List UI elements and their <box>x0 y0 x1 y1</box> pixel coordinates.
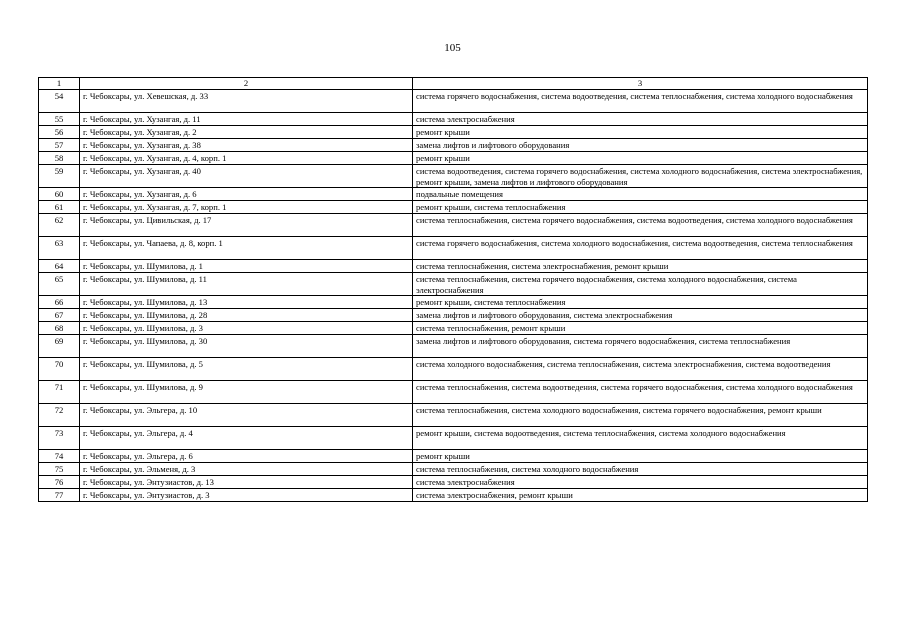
row-number-cell: 74 <box>39 450 80 463</box>
address-cell: г. Чебоксары, ул. Хузангая, д. 40 <box>80 165 413 188</box>
address-cell: г. Чебоксары, ул. Хузангая, д. 4, корп. 1 <box>80 152 413 165</box>
works-cell: система холодного водоснабжения, система теплоснабжения, система электроснабжения, система водоотведения <box>413 358 868 381</box>
address-cell: г. Чебоксары, ул. Хевешская, д. 33 <box>80 90 413 113</box>
address-cell: г. Чебоксары, ул. Эльгера, д. 10 <box>80 404 413 427</box>
row-number-cell: 61 <box>39 201 80 214</box>
works-cell: ремонт крыши, система водоотведения, система теплоснабжения, система холодного водоснабжения <box>413 427 868 450</box>
works-cell: система теплоснабжения, система электроснабжения, ремонт крыши <box>413 260 868 273</box>
row-number-cell: 70 <box>39 358 80 381</box>
works-cell: ремонт крыши <box>413 126 868 139</box>
works-cell: система водоотведения, система горячего водоснабжения, система холодного водоснабжения, система электроснабжения, ремонт крыши, замена лифтов и лифтового оборудования <box>413 165 868 188</box>
row-number-cell: 63 <box>39 237 80 260</box>
row-number-cell: 57 <box>39 139 80 152</box>
table-row <box>39 201 868 214</box>
address-cell: г. Чебоксары, ул. Шумилова, д. 13 <box>80 296 413 309</box>
address-cell: г. Чебоксары, ул. Шумилова, д. 9 <box>80 381 413 404</box>
address-cell: г. Чебоксары, ул. Эльгера, д. 6 <box>80 450 413 463</box>
address-cell: г. Чебоксары, ул. Шумилова, д. 1 <box>80 260 413 273</box>
row-number-cell: 65 <box>39 273 80 296</box>
table-row <box>39 126 868 139</box>
works-cell: система теплоснабжения, система холодного водоснабжения, система горячего водоснабжения, ремонт крыши <box>413 404 868 427</box>
table-row <box>39 463 868 476</box>
table-row <box>39 139 868 152</box>
address-cell: г. Чебоксары, ул. Хузангая, д. 6 <box>80 188 413 201</box>
works-cell: система электроснабжения, ремонт крыши <box>413 489 868 502</box>
works-cell: ремонт крыши <box>413 450 868 463</box>
table-row <box>39 188 868 201</box>
table-row <box>39 113 868 126</box>
address-cell: г. Чебоксары, ул. Шумилова, д. 11 <box>80 273 413 296</box>
address-cell: г. Чебоксары, ул. Хузангая, д. 11 <box>80 113 413 126</box>
row-number-cell: 62 <box>39 214 80 237</box>
table-row <box>39 404 868 427</box>
table-row <box>39 358 868 381</box>
column-number-1: 1 <box>39 78 80 90</box>
address-cell: г. Чебоксары, ул. Энтузиастов, д. 3 <box>80 489 413 502</box>
address-cell: г. Чебоксары, ул. Хузангая, д. 38 <box>80 139 413 152</box>
works-cell: система электроснабжения <box>413 476 868 489</box>
row-number-cell: 73 <box>39 427 80 450</box>
table-row <box>39 450 868 463</box>
row-number-cell: 54 <box>39 90 80 113</box>
works-cell: ремонт крыши, система теплоснабжения <box>413 296 868 309</box>
row-number-cell: 72 <box>39 404 80 427</box>
address-cell: г. Чебоксары, ул. Шумилова, д. 28 <box>80 309 413 322</box>
address-cell: г. Чебоксары, ул. Хузангая, д. 7, корп. 1 <box>80 201 413 214</box>
works-cell: система теплоснабжения, система горячего водоснабжения, система холодного водоснабжения, система электроснабжения <box>413 273 868 296</box>
works-cell: система теплоснабжения, ремонт крыши <box>413 322 868 335</box>
works-cell: система теплоснабжения, система холодного водоснабжения <box>413 463 868 476</box>
table-row <box>39 273 868 296</box>
address-cell: г. Чебоксары, ул. Хузангая, д. 2 <box>80 126 413 139</box>
table-row <box>39 309 868 322</box>
column-number-3: 3 <box>413 78 868 90</box>
address-cell: г. Чебоксары, ул. Эльгера, д. 4 <box>80 427 413 450</box>
table-row <box>39 335 868 358</box>
works-cell: система горячего водоснабжения, система холодного водоснабжения, система водоотведения, система теплоснабжения <box>413 237 868 260</box>
column-number-2: 2 <box>80 78 413 90</box>
works-cell: замена лифтов и лифтового оборудования, система горячего водоснабжения, система теплоснабжения <box>413 335 868 358</box>
houses-table <box>38 77 868 502</box>
row-number-cell: 77 <box>39 489 80 502</box>
address-cell: г. Чебоксары, ул. Эльменя, д. 3 <box>80 463 413 476</box>
page-number: 105 <box>444 42 461 54</box>
row-number-cell: 76 <box>39 476 80 489</box>
table-row <box>39 322 868 335</box>
row-number-cell: 60 <box>39 188 80 201</box>
row-number-cell: 75 <box>39 463 80 476</box>
works-cell: замена лифтов и лифтового оборудования <box>413 139 868 152</box>
works-cell: система горячего водоснабжения, система водоотведения, система теплоснабжения, система холодного водоснабжения <box>413 90 868 113</box>
row-number-cell: 66 <box>39 296 80 309</box>
address-cell: г. Чебоксары, ул. Энтузиастов, д. 13 <box>80 476 413 489</box>
works-cell: замена лифтов и лифтового оборудования, система электроснабжения <box>413 309 868 322</box>
row-number-cell: 58 <box>39 152 80 165</box>
address-cell: г. Чебоксары, ул. Шумилова, д. 3 <box>80 322 413 335</box>
row-number-cell: 68 <box>39 322 80 335</box>
table-row <box>39 476 868 489</box>
row-number-cell: 67 <box>39 309 80 322</box>
table-row <box>39 90 868 113</box>
row-number-cell: 69 <box>39 335 80 358</box>
works-cell: система электроснабжения <box>413 113 868 126</box>
row-number-cell: 71 <box>39 381 80 404</box>
address-cell: г. Чебоксары, ул. Шумилова, д. 5 <box>80 358 413 381</box>
row-number-cell: 55 <box>39 113 80 126</box>
address-cell: г. Чебоксары, ул. Шумилова, д. 30 <box>80 335 413 358</box>
column-number-row <box>39 78 868 90</box>
works-cell: система теплоснабжения, система водоотведения, система горячего водоснабжения, система холодного водоснабжения <box>413 381 868 404</box>
works-cell: система теплоснабжения, система горячего водоснабжения, система водоотведения, система холодного водоснабжения <box>413 214 868 237</box>
works-cell: подвальные помещения <box>413 188 868 201</box>
table-row <box>39 381 868 404</box>
table-row <box>39 152 868 165</box>
table-row <box>39 296 868 309</box>
table-row <box>39 260 868 273</box>
row-number-cell: 64 <box>39 260 80 273</box>
table-row <box>39 214 868 237</box>
works-cell: ремонт крыши <box>413 152 868 165</box>
table-row <box>39 427 868 450</box>
table-row <box>39 237 868 260</box>
table-row <box>39 489 868 502</box>
address-cell: г. Чебоксары, ул. Чапаева, д. 8, корп. 1 <box>80 237 413 260</box>
row-number-cell: 59 <box>39 165 80 188</box>
row-number-cell: 56 <box>39 126 80 139</box>
table-row <box>39 165 868 188</box>
address-cell: г. Чебоксары, ул. Цивильская, д. 17 <box>80 214 413 237</box>
works-cell: ремонт крыши, система теплоснабжения <box>413 201 868 214</box>
